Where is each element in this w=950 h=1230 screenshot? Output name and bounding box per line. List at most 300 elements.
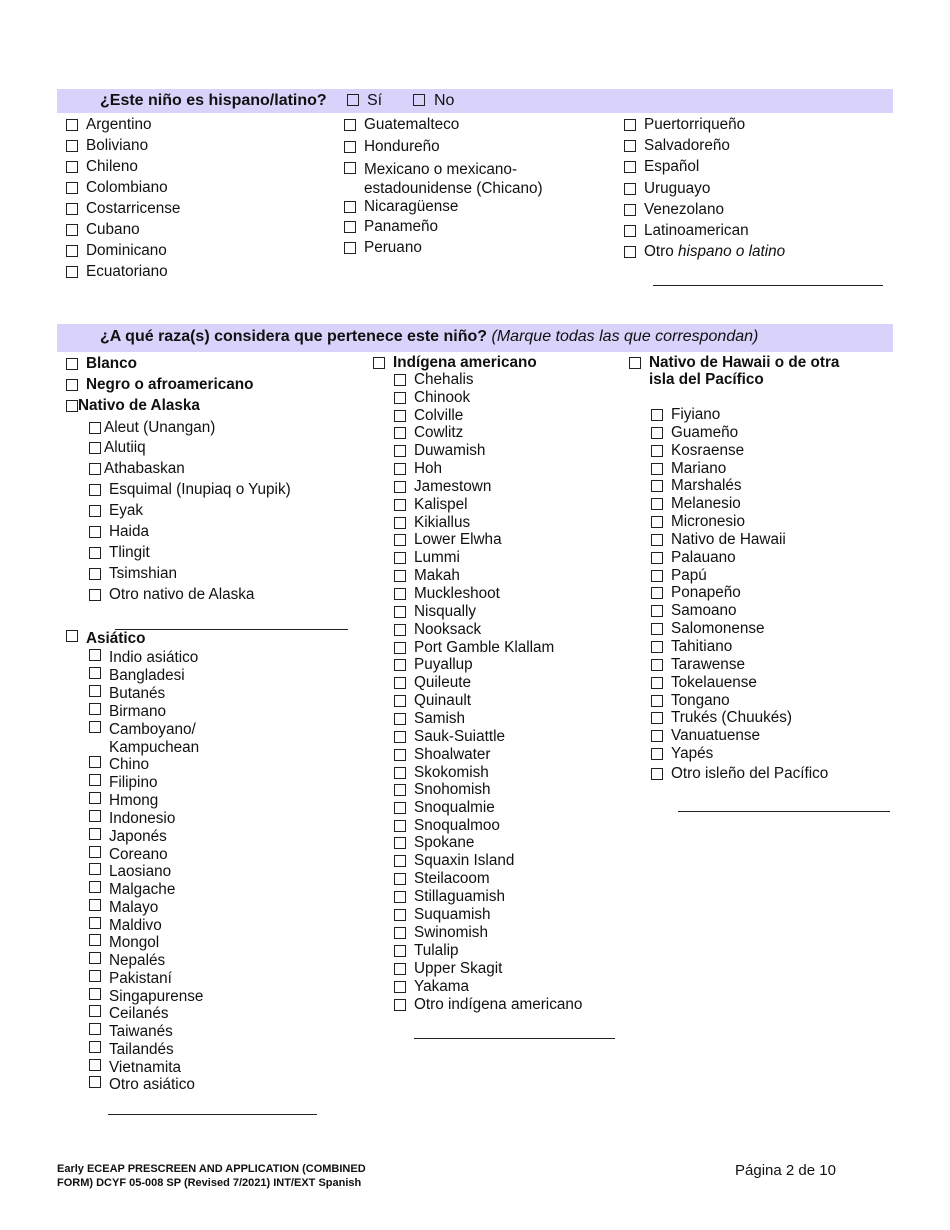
hispanic-option[interactable] — [344, 198, 458, 216]
tribe-option[interactable] — [394, 781, 491, 799]
alaska-option[interactable] — [89, 439, 146, 457]
hispanic-option[interactable] — [66, 137, 148, 155]
tribe-option[interactable] — [394, 888, 505, 906]
checkbox-icon[interactable] — [89, 988, 101, 1000]
checkbox-icon[interactable] — [651, 570, 663, 582]
checkbox-icon[interactable] — [394, 927, 406, 939]
hispanic-option[interactable] — [624, 222, 749, 240]
tribe-option[interactable] — [394, 424, 463, 442]
checkbox-icon[interactable] — [651, 768, 663, 780]
checkbox-icon[interactable] — [624, 225, 636, 237]
pacific-option[interactable] — [651, 745, 713, 763]
checkbox-icon[interactable] — [66, 358, 78, 370]
option-label: Hmong — [109, 792, 159, 809]
option-label: Kikiallus — [414, 514, 471, 531]
alaska-option[interactable] — [89, 460, 185, 478]
tribe-option[interactable] — [394, 371, 474, 389]
checkbox-icon[interactable] — [89, 649, 101, 661]
option-label: Taiwanés — [109, 1023, 173, 1040]
asian-option[interactable] — [89, 988, 203, 1006]
alaska-option[interactable] — [89, 419, 215, 437]
asian-option[interactable] — [89, 810, 175, 828]
hispanic-option[interactable] — [624, 116, 745, 134]
checkbox-icon[interactable] — [394, 499, 406, 511]
option-label: Coreano — [109, 846, 168, 863]
tribe-option[interactable] — [394, 710, 465, 728]
tribe-option[interactable] — [394, 531, 502, 549]
asian-option[interactable] — [89, 1059, 181, 1077]
option-label: Swinomish — [414, 924, 488, 941]
tribe-option[interactable] — [394, 514, 470, 532]
alaska-option[interactable] — [89, 523, 149, 541]
checkbox-icon[interactable] — [651, 427, 663, 439]
checkbox-icon[interactable] — [89, 1076, 101, 1088]
hispanic-option[interactable] — [66, 158, 138, 176]
option-label: isla del Pacífico — [649, 371, 764, 388]
pacific-option[interactable] — [651, 495, 741, 513]
pacific-option[interactable] — [651, 424, 738, 442]
checkbox-icon[interactable] — [624, 161, 636, 173]
tribe-option[interactable] — [394, 496, 468, 514]
checkbox-icon[interactable] — [394, 784, 406, 796]
option-label: Latinoamerican — [644, 222, 749, 239]
checkbox-icon[interactable] — [66, 245, 78, 257]
option-label: Snoqualmoo — [414, 817, 500, 834]
asian-option[interactable] — [89, 792, 158, 810]
option-label: Nepalés — [109, 952, 166, 969]
checkbox-icon[interactable] — [89, 970, 101, 982]
checkbox-icon[interactable] — [66, 119, 78, 131]
race-pacific-islander-option-continued — [649, 371, 764, 389]
tribe-option[interactable] — [394, 764, 489, 782]
option-label: Aleut (Unangan) — [104, 419, 216, 436]
tribe-option[interactable] — [394, 603, 476, 621]
asian-option[interactable] — [89, 1041, 174, 1059]
checkbox-icon[interactable] — [394, 837, 406, 849]
tribe-option[interactable] — [394, 389, 470, 407]
tribe-option[interactable] — [394, 674, 471, 692]
footer-line-1: Early ECEAP PRESCREEN AND APPLICATION (COMBINED — [57, 1163, 366, 1175]
hispanic-option[interactable] — [344, 161, 517, 179]
checkbox-icon[interactable] — [89, 756, 101, 768]
option-label: Malayo — [109, 899, 159, 916]
option-label: Colombiano — [86, 179, 168, 196]
checkbox-icon[interactable] — [89, 685, 101, 697]
option-label: Snoqualmie — [414, 799, 495, 816]
checkbox-icon[interactable] — [89, 917, 101, 929]
option-label: Indio asiático — [109, 649, 199, 666]
hispanic-option[interactable] — [66, 242, 167, 260]
option-label: Cubano — [86, 221, 140, 238]
option-label: Birmano — [109, 703, 166, 720]
tribe-option[interactable] — [394, 692, 471, 710]
checkbox-icon[interactable] — [89, 774, 101, 786]
alaska-option[interactable] — [89, 481, 291, 499]
checkbox-icon[interactable] — [394, 427, 406, 439]
pacific-option[interactable] — [651, 549, 736, 567]
option-label: Yakama — [414, 978, 469, 995]
checkbox-icon[interactable] — [89, 463, 101, 475]
pacific-option[interactable] — [651, 692, 730, 710]
asian-option[interactable] — [89, 952, 165, 970]
checkbox-icon[interactable] — [89, 810, 101, 822]
hispanic-option[interactable] — [624, 201, 724, 219]
asian-option[interactable] — [89, 846, 168, 864]
tribe-option[interactable] — [394, 460, 442, 478]
asian-option[interactable] — [89, 863, 171, 881]
option-label: Ecuatoriano — [86, 263, 168, 280]
checkbox-icon[interactable] — [651, 552, 663, 564]
tribe-option[interactable] — [394, 834, 474, 852]
race-asian-option[interactable] — [66, 630, 146, 648]
checkbox-icon[interactable] — [394, 802, 406, 814]
checkbox-icon[interactable] — [89, 484, 101, 496]
hispanic-option[interactable] — [624, 180, 710, 198]
checkbox-icon[interactable] — [89, 589, 101, 601]
option-label: Filipino — [109, 774, 158, 791]
tribe-option[interactable] — [394, 799, 495, 817]
option-label: Ceilanés — [109, 1005, 169, 1022]
checkbox-icon[interactable] — [651, 712, 663, 724]
option-label: Stillaguamish — [414, 888, 505, 905]
hispanic-no-label: No — [434, 92, 455, 109]
checkbox-icon[interactable] — [394, 410, 406, 422]
checkbox-icon[interactable] — [66, 379, 78, 391]
option-label: Colville — [414, 407, 464, 424]
checkbox-icon[interactable] — [394, 642, 406, 654]
checkbox-icon[interactable] — [651, 587, 663, 599]
pacific-option[interactable] — [651, 513, 745, 531]
checkbox-icon[interactable] — [344, 162, 356, 174]
option-label: Esquimal (Inupiaq o Yupik) — [109, 481, 291, 498]
checkbox-icon[interactable] — [394, 999, 406, 1011]
checkbox-icon[interactable] — [89, 846, 101, 858]
hispanic-option[interactable] — [66, 221, 140, 239]
checkbox-icon[interactable] — [89, 881, 101, 893]
checkbox-icon[interactable] — [629, 357, 641, 369]
asian-option[interactable] — [89, 1023, 173, 1041]
tribe-option[interactable] — [394, 656, 473, 674]
option-label: Indígena americano — [393, 354, 537, 371]
alaska-other-write-in[interactable] — [115, 629, 348, 630]
option-label: Indonesio — [109, 810, 176, 827]
page-number: Página 2 de 10 — [735, 1162, 836, 1179]
asian-option[interactable] — [89, 970, 172, 988]
hispanic-option[interactable] — [624, 137, 730, 155]
option-label: Chehalis — [414, 371, 474, 388]
pacific-option[interactable] — [651, 584, 741, 602]
pacific-other-write-in[interactable] — [678, 811, 890, 812]
checkbox-icon[interactable] — [344, 141, 356, 153]
checkbox-icon[interactable] — [89, 952, 101, 964]
checkbox-icon[interactable] — [394, 570, 406, 582]
asian-option[interactable] — [89, 917, 162, 935]
checkbox-icon[interactable] — [344, 242, 356, 254]
checkbox-icon[interactable] — [394, 588, 406, 600]
tribe-option[interactable] — [394, 621, 481, 639]
checkbox-icon[interactable] — [89, 568, 101, 580]
checkbox-icon[interactable] — [651, 516, 663, 528]
hispanic-option[interactable] — [66, 116, 151, 134]
option-label: Squaxin Island — [414, 852, 515, 869]
option-label: Jamestown — [414, 478, 492, 495]
hispanic-option[interactable] — [344, 116, 459, 134]
option-label: Negro o afroamericano — [86, 376, 254, 393]
checkbox-icon[interactable] — [413, 94, 425, 106]
checkbox-icon[interactable] — [394, 659, 406, 671]
checkbox-icon[interactable] — [347, 94, 359, 106]
option-label: Salomonense — [671, 620, 765, 637]
tribe-option[interactable] — [394, 817, 500, 835]
checkbox-icon[interactable] — [89, 792, 101, 804]
option-label: Chileno — [86, 158, 138, 175]
pacific-option[interactable] — [651, 531, 786, 549]
checkbox-icon[interactable] — [66, 203, 78, 215]
pacific-option[interactable] — [651, 567, 707, 585]
tribe-option[interactable] — [394, 960, 502, 978]
option-label-italic: hispano o latino — [678, 243, 786, 260]
option-label: Puyallup — [414, 656, 473, 673]
checkbox-icon[interactable] — [344, 221, 356, 233]
tribe-option[interactable] — [394, 870, 490, 888]
option-label: Tulalip — [414, 942, 459, 959]
pacific-option[interactable] — [651, 477, 742, 495]
checkbox-icon[interactable] — [66, 224, 78, 236]
tribe-option[interactable] — [394, 978, 469, 996]
tribe-option[interactable] — [394, 567, 460, 585]
checkbox-icon[interactable] — [394, 767, 406, 779]
checkbox-icon[interactable] — [66, 140, 78, 152]
checkbox-icon[interactable] — [66, 161, 78, 173]
checkbox-icon[interactable] — [394, 981, 406, 993]
checkbox-icon[interactable] — [89, 547, 101, 559]
option-label: estadounidense (Chicano) — [364, 180, 543, 197]
pacific-option[interactable] — [651, 765, 828, 783]
checkbox-icon[interactable] — [651, 409, 663, 421]
hispanic-option[interactable] — [344, 138, 440, 156]
checkbox-icon[interactable] — [651, 641, 663, 653]
asian-option[interactable] — [89, 667, 185, 685]
checkbox-icon[interactable] — [89, 899, 101, 911]
checkbox-icon[interactable] — [651, 623, 663, 635]
checkbox-icon[interactable] — [394, 945, 406, 957]
asian-option[interactable] — [89, 649, 198, 667]
pacific-option[interactable] — [651, 460, 726, 478]
checkbox-icon[interactable] — [394, 463, 406, 475]
pacific-option[interactable] — [651, 709, 792, 727]
pacific-option[interactable] — [651, 620, 765, 638]
option-label: Dominicano — [86, 242, 167, 259]
option-label: Venezolano — [644, 201, 724, 218]
tribe-option[interactable] — [394, 639, 554, 657]
tribe-option[interactable] — [394, 924, 488, 942]
checkbox-icon[interactable] — [394, 677, 406, 689]
checkbox-icon[interactable] — [394, 873, 406, 885]
checkbox-icon[interactable] — [651, 695, 663, 707]
checkbox-icon[interactable] — [89, 703, 101, 715]
checkbox-icon[interactable] — [394, 624, 406, 636]
option-label: Kampuchean — [109, 739, 200, 756]
checkbox-icon[interactable] — [394, 695, 406, 707]
option-label: Kosraense — [671, 442, 745, 459]
checkbox-icon[interactable] — [89, 667, 101, 679]
checkbox-icon[interactable] — [651, 748, 663, 760]
checkbox-icon[interactable] — [394, 374, 406, 386]
tribe-option[interactable] — [394, 549, 460, 567]
checkbox-icon[interactable] — [651, 498, 663, 510]
checkbox-icon[interactable] — [624, 246, 636, 258]
checkbox-icon[interactable] — [624, 204, 636, 216]
tribe-option[interactable] — [394, 852, 514, 870]
checkbox-icon[interactable] — [651, 445, 663, 457]
checkbox-icon[interactable] — [394, 481, 406, 493]
hispanic-option[interactable] — [344, 239, 422, 257]
alaska-option[interactable] — [89, 565, 177, 583]
race-black-option[interactable] — [66, 376, 253, 394]
tribe-option[interactable] — [394, 996, 582, 1014]
asian-option[interactable] — [89, 685, 165, 703]
checkbox-icon[interactable] — [66, 182, 78, 194]
option-label: Maldivo — [109, 917, 162, 934]
checkbox-icon[interactable] — [66, 266, 78, 278]
asian-option[interactable] — [89, 774, 157, 792]
alaska-option[interactable] — [89, 544, 150, 562]
hispanic-option[interactable] — [344, 218, 438, 236]
tribe-option[interactable] — [394, 942, 459, 960]
hispanic-option[interactable] — [66, 179, 168, 197]
asian-other-write-in[interactable] — [108, 1114, 317, 1115]
asian-option[interactable] — [89, 828, 167, 846]
asian-option[interactable] — [89, 934, 159, 952]
asian-option[interactable] — [89, 1076, 195, 1094]
pacific-option[interactable] — [651, 406, 720, 424]
checkbox-icon[interactable] — [394, 445, 406, 457]
checkbox-icon[interactable] — [651, 659, 663, 671]
option-label: Nicaragüense — [364, 198, 459, 215]
tribe-option[interactable] — [394, 728, 505, 746]
option-label: Quinault — [414, 692, 471, 709]
checkbox-icon[interactable] — [89, 1041, 101, 1053]
option-label: Tahitiano — [671, 638, 733, 655]
tribe-option[interactable] — [394, 407, 463, 425]
hispanic-no-option[interactable] — [413, 92, 454, 110]
alaska-option[interactable] — [89, 502, 143, 520]
checkbox-icon[interactable] — [394, 517, 406, 529]
option-label: Port Gamble Klallam — [414, 639, 555, 656]
checkbox-icon[interactable] — [394, 731, 406, 743]
option-label: Asiático — [86, 630, 146, 647]
checkbox-icon[interactable] — [651, 730, 663, 742]
hispanic-option[interactable] — [66, 263, 168, 281]
checkbox-icon[interactable] — [89, 828, 101, 840]
checkbox-icon[interactable] — [651, 480, 663, 492]
checkbox-icon[interactable] — [344, 201, 356, 213]
checkbox-icon[interactable] — [651, 677, 663, 689]
checkbox-icon[interactable] — [624, 183, 636, 195]
race-alaska-native-option[interactable] — [66, 397, 200, 415]
checkbox-icon[interactable] — [89, 422, 101, 434]
hispanic-other-option[interactable] — [624, 243, 785, 261]
checkbox-icon[interactable] — [394, 909, 406, 921]
checkbox-icon[interactable] — [89, 863, 101, 875]
option-label: Spokane — [414, 834, 475, 851]
checkbox-icon[interactable] — [66, 630, 78, 642]
checkbox-icon[interactable] — [624, 140, 636, 152]
asian-option[interactable] — [89, 703, 166, 721]
checkbox-icon[interactable] — [651, 463, 663, 475]
checkbox-icon[interactable] — [394, 891, 406, 903]
checkbox-icon[interactable] — [394, 963, 406, 975]
checkbox-icon[interactable] — [66, 400, 78, 412]
checkbox-icon[interactable] — [89, 526, 101, 538]
option-label: Nisqually — [414, 603, 477, 620]
checkbox-icon[interactable] — [89, 1023, 101, 1035]
asian-option-continued — [109, 739, 199, 757]
checkbox-icon[interactable] — [394, 534, 406, 546]
asian-option[interactable] — [89, 721, 196, 739]
checkbox-icon[interactable] — [394, 749, 406, 761]
checkbox-icon[interactable] — [373, 357, 385, 369]
tribe-option[interactable] — [394, 906, 491, 924]
checkbox-icon[interactable] — [651, 605, 663, 617]
checkbox-icon[interactable] — [394, 820, 406, 832]
race-american-indian-option[interactable] — [373, 354, 537, 372]
checkbox-icon[interactable] — [394, 855, 406, 867]
checkbox-icon[interactable] — [394, 713, 406, 725]
checkbox-icon[interactable] — [89, 934, 101, 946]
checkbox-icon[interactable] — [89, 721, 101, 733]
checkbox-icon[interactable] — [624, 119, 636, 131]
option-label: Muckleshoot — [414, 585, 500, 602]
tribe-option[interactable] — [394, 442, 485, 460]
option-label: Mariano — [671, 460, 727, 477]
asian-option[interactable] — [89, 881, 175, 899]
pacific-option[interactable] — [651, 656, 745, 674]
asian-option[interactable] — [89, 899, 158, 917]
pacific-option[interactable] — [651, 674, 757, 692]
option-label: Suquamish — [414, 906, 491, 923]
hispanic-other-write-in[interactable] — [653, 285, 883, 286]
hispanic-option[interactable] — [66, 200, 180, 218]
pacific-option[interactable] — [651, 602, 736, 620]
tribe-option[interactable] — [394, 746, 491, 764]
race-white-option[interactable] — [66, 355, 137, 373]
checkbox-icon[interactable] — [89, 1005, 101, 1017]
pacific-option[interactable] — [651, 727, 760, 745]
asian-option[interactable] — [89, 756, 149, 774]
checkbox-icon[interactable] — [394, 606, 406, 618]
tribe-option[interactable] — [394, 478, 491, 496]
option-label: Upper Skagit — [414, 960, 503, 977]
checkbox-icon[interactable] — [89, 505, 101, 517]
race-pacific-islander-option[interactable] — [629, 354, 839, 372]
checkbox-icon[interactable] — [651, 534, 663, 546]
alaska-option[interactable] — [89, 586, 254, 604]
tribe-option[interactable] — [394, 585, 500, 603]
pacific-option[interactable] — [651, 638, 732, 656]
asian-option[interactable] — [89, 1005, 169, 1023]
checkbox-icon[interactable] — [344, 119, 356, 131]
checkbox-icon[interactable] — [89, 442, 101, 454]
checkbox-icon[interactable] — [394, 552, 406, 564]
pacific-option[interactable] — [651, 442, 744, 460]
checkbox-icon[interactable] — [89, 1059, 101, 1071]
option-label: Boliviano — [86, 137, 149, 154]
hispanic-yes-option[interactable] — [347, 92, 382, 110]
hispanic-option[interactable] — [624, 158, 699, 176]
checkbox-icon[interactable] — [394, 392, 406, 404]
american-indian-other-write-in[interactable] — [414, 1038, 615, 1039]
